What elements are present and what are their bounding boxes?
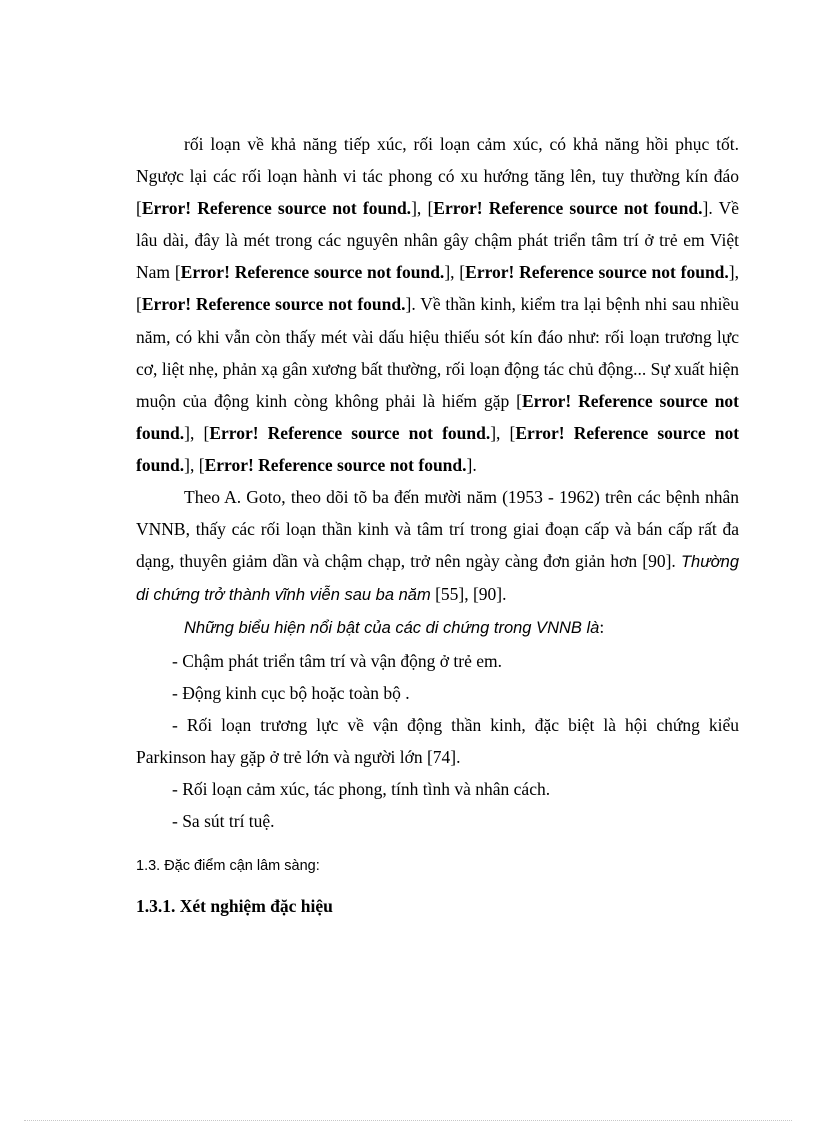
paragraph-text: ]. Về lâu dài, đây là mét trong các nguyên nhân gây chậm phát triển tâm trí ở trẻ em Việt Nam [ xyxy=(136,198,740,283)
reference-error: Error! Reference source not found. xyxy=(465,262,729,283)
page-border-dots xyxy=(24,1120,792,1121)
paragraph-sequelae xyxy=(136,128,739,481)
paragraph-text: ]. Về thần kinh, kiểm tra lại bệnh nhi sau nhiều năm, có khi vẫn còn thấy mét vài dấu hiệu thiếu sót kín đáo như: rối loạn trương lực cơ, liệt nhẹ, phản xạ gân xương bất thường, rối loạn động tác chủ động... Sự xuất hiện muộn của động kinh còng không phải là hiếm gặp [ xyxy=(136,294,739,411)
reference-error: Error! Reference source not found. xyxy=(433,198,703,219)
paragraph-text: ], [ xyxy=(490,422,516,443)
reference-error: Error! Reference source not found. xyxy=(209,422,491,443)
list-item: - Chậm phát triển tâm trí và vận động ở trẻ em. xyxy=(172,650,502,671)
reference-error: Error! Reference source not found. xyxy=(204,454,467,475)
reference-error: Error! Reference source not found. xyxy=(141,294,406,315)
list-item: - Sa sút trí tuệ. xyxy=(172,810,275,831)
reference-error: Error! Reference source not found. xyxy=(136,422,740,475)
paragraph-text: Theo A. Goto, theo dõi tõ ba đến mười năm (1953 - 1962) trên các bệnh nhân VNNB, thấy các rối loạn thần kinh và tâm trí trong giai đoạn cấp và bán cấp rất đa dạng, thuyên giảm dần và chậm chạp, trở nên ngày càng đơn giản hơn [90]. xyxy=(136,487,739,572)
reference-error: Error! Reference source not found. xyxy=(180,262,445,283)
italic-text: Thường di chứng trở thành vĩnh viễn sau ba năm xyxy=(136,553,739,605)
paragraph-intro-list xyxy=(136,611,739,644)
paragraph-text: ], [ xyxy=(411,198,434,219)
paragraph-text: ], [ xyxy=(444,262,466,283)
reference-error: Error! Reference source not found. xyxy=(136,390,740,443)
section-heading: 1.3. Đặc điểm cận lâm sàng: xyxy=(136,858,320,875)
reference-error: Error! Reference source not found. xyxy=(141,198,412,219)
italic-text: Những biểu hiện nổi bật của các di chứng trong VNNB là xyxy=(184,619,600,638)
paragraph-text: ], [ xyxy=(184,454,205,475)
subsection-heading: 1.3.1. Xét nghiệm đặc hiệu xyxy=(136,896,333,917)
paragraph-text: ], [ xyxy=(136,262,739,315)
document-page xyxy=(136,128,739,921)
paragraph-text: : xyxy=(599,617,605,638)
paragraph-goto xyxy=(136,481,739,611)
paragraph-text: ], [ xyxy=(184,422,210,443)
paragraph-text: rối loạn về khả năng tiếp xúc, rối loạn cảm xúc, có khả năng hồi phục tốt. Ngược lại các rối loạn hành vi tác phong có xu hướng tăng lên, tuy thường kín đáo [ xyxy=(136,134,739,219)
list-item: - Rối loạn cảm xúc, tác phong, tính tình và nhân cách. xyxy=(172,778,551,799)
paragraph-text: [55], [90]. xyxy=(430,584,507,605)
paragraph-text: ]. xyxy=(466,454,477,475)
list-item: - Rối loạn trương lực về vận động thần kinh, đặc biệt là hội chứng kiểu Parkinson hay gặp ở trẻ lớn và người lớn [74]. xyxy=(136,714,739,767)
list-item: - Động kinh cục bộ hoặc toàn bộ . xyxy=(172,682,410,703)
